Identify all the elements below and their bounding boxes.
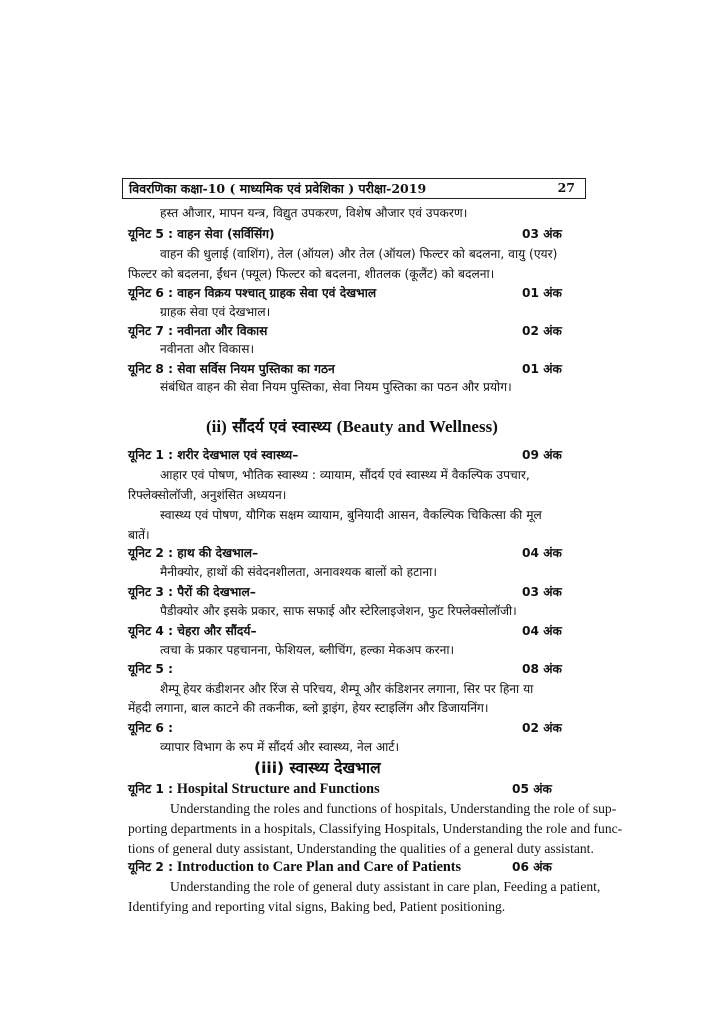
beauty-heading-english: (Beauty and Wellness) xyxy=(336,417,498,436)
unit-5-marks: 03 अंक xyxy=(522,227,562,241)
health-unit-1-title xyxy=(128,780,380,798)
beauty-unit-5-marks: 08 अंक xyxy=(522,662,562,676)
health-unit-2-marks: 06 अंक xyxy=(512,860,552,874)
page-number: 27 xyxy=(557,180,575,195)
beauty-unit-6-title: यूनिट 6 : xyxy=(128,721,173,735)
unit-5-title: यूनिट 5 : वाहन सेवा (सर्विसिंग) xyxy=(128,227,275,241)
beauty-heading-number: (ii) xyxy=(206,417,227,436)
unit-7-title: यूनिट 7 : नवीनता और विकास xyxy=(128,324,268,338)
health-unit-2-text-2: Identifying and reporting vital signs, Baking bed, Patient positioning. xyxy=(128,899,506,914)
health-unit-2-name: Introduction to Care Plan and Care of Patients xyxy=(176,859,462,875)
unit-7-text-1: नवीनता और विकास। xyxy=(160,342,255,356)
beauty-unit-2-title: यूनिट 2 : हाथ की देखभाल– xyxy=(128,546,259,560)
beauty-unit-4-text-1: त्वचा के प्रकार पहचानना, फेशियल, ब्लीचिंग, हल्का मेकअप करना। xyxy=(160,643,455,657)
beauty-unit-1-text-1: आहार एवं पोषण, भौतिक स्वास्थ्य : व्यायाम, सौंदर्य एवं स्वास्थ्य में वैकल्पिक उपचार, xyxy=(160,468,530,482)
beauty-unit-5-text-2: मेंहदी लगाना, बाल काटने की तकनीक, ब्लो ड्राइंग, हेयर स्टाइलिंग और डिजायनिंग। xyxy=(128,701,489,715)
beauty-unit-6-marks: 02 अंक xyxy=(522,721,562,735)
beauty-unit-5-text-1: शैम्पू हेयर कंडीशनर और रिंज से परिचय, शैम्पू और कंडिशनर लगाना, सिर पर हिना या xyxy=(160,682,534,696)
health-unit-2-text-1: Understanding the role of general duty assistant in care plan, Feeding a patient, xyxy=(170,879,601,894)
beauty-unit-3-title: यूनिट 3 : पैरों की देखभाल– xyxy=(128,585,256,599)
beauty-unit-1-text-2: रिफ्लेक्सोलॉजी, अनुशंसित अध्ययन। xyxy=(128,488,287,502)
intro-text: हस्त औजार, मापन यन्त्र, विद्युत उपकरण, विशेष औजार एवं उपकरण। xyxy=(160,206,468,220)
beauty-section-heading xyxy=(206,416,498,438)
unit-8-marks: 01 अंक xyxy=(522,362,562,376)
unit-8-title: यूनिट 8 : सेवा सर्विस नियम पुस्तिका का गठन xyxy=(128,362,335,376)
beauty-unit-5-title: यूनिट 5 : xyxy=(128,662,173,676)
health-unit-1-text-2: porting departments in a hospitals, Classifying Hospitals, Understanding the role and func- xyxy=(128,821,623,836)
beauty-unit-3-marks: 03 अंक xyxy=(522,585,562,599)
health-unit-1-text-1: Understanding the roles and functions of hospitals, Understanding the role of sup- xyxy=(170,801,617,816)
beauty-heading-hindi: सौंदर्य एवं स्वास्थ्य xyxy=(232,418,332,436)
beauty-unit-4-title: यूनिट 4 : चेहरा और सौंदर्य– xyxy=(128,624,257,638)
health-unit-1-marks: 05 अंक xyxy=(512,782,552,796)
beauty-unit-6-text-1: व्यापार विभाग के रुप में सौंदर्य और स्वास्थ्य, नेल आर्ट। xyxy=(160,740,400,754)
beauty-unit-1-text-3: स्वास्थ्य एवं पोषण, यौगिक सक्षम व्यायाम, बुनियादी आसन, वैकल्पिक चिकित्सा की मूल xyxy=(160,508,542,522)
beauty-unit-2-text-1: मैनीक्योर, हाथों की संवेदनशीलता, अनावश्यक बालों को हटाना। xyxy=(160,565,437,579)
beauty-unit-1-text-4: बातें। xyxy=(128,528,150,542)
unit-7-marks: 02 अंक xyxy=(522,324,562,338)
health-unit-1-text-3: tions of general duty assistant, Understanding the qualities of a general duty assistant. xyxy=(128,841,594,856)
unit-6-title: यूनिट 6 : वाहन विक्रय पश्चात् ग्राहक सेवा एवं देखभाल xyxy=(128,286,377,300)
beauty-unit-4-marks: 04 अंक xyxy=(522,624,562,638)
beauty-unit-1-marks: 09 अंक xyxy=(522,448,562,462)
health-section-heading: (iii) स्वास्थ्य देखभाल xyxy=(254,759,381,777)
health-unit-2-title xyxy=(128,858,461,876)
page-header-title: विवरणिका कक्षा-10 ( माध्यमिक एवं प्रवेशिका ) परीक्षा-2019 xyxy=(129,181,427,196)
beauty-unit-1-title: यूनिट 1 : शरीर देखभाल एवं स्वास्थ्य– xyxy=(128,448,299,462)
beauty-unit-3-text-1: पैडीक्योर और इसके प्रकार, साफ सफाई और स्टेरिलाइजेशन, फुट रिफ्लेक्सोलॉजी। xyxy=(160,604,517,618)
unit-6-marks: 01 अंक xyxy=(522,286,562,300)
unit-5-text-2: फिल्टर को बदलना, ईंधन (फ्यूल) फिल्टर को बदलना, शीतलक (कूलैंट) को बदलना। xyxy=(128,267,495,281)
beauty-unit-2-marks: 04 अंक xyxy=(522,546,562,560)
unit-5-text-1: वाहन की धुलाई (वाशिंग), तेल (ऑयल) और तेल (ऑयल) फिल्टर को बदलना, वायु (एयर) xyxy=(160,247,558,261)
unit-6-text-1: ग्राहक सेवा एवं देखभाल। xyxy=(160,305,271,319)
health-unit-2-prefix: यूनिट 2 : xyxy=(128,860,173,874)
health-unit-1-name: Hospital Structure and Functions xyxy=(176,781,380,797)
unit-8-text-1: संबंधित वाहन की सेवा नियम पुस्तिका, सेवा नियम पुस्तिका का पठन और प्रयोग। xyxy=(160,380,512,394)
page-header-box xyxy=(122,178,586,199)
health-unit-1-prefix: यूनिट 1 : xyxy=(128,782,173,796)
